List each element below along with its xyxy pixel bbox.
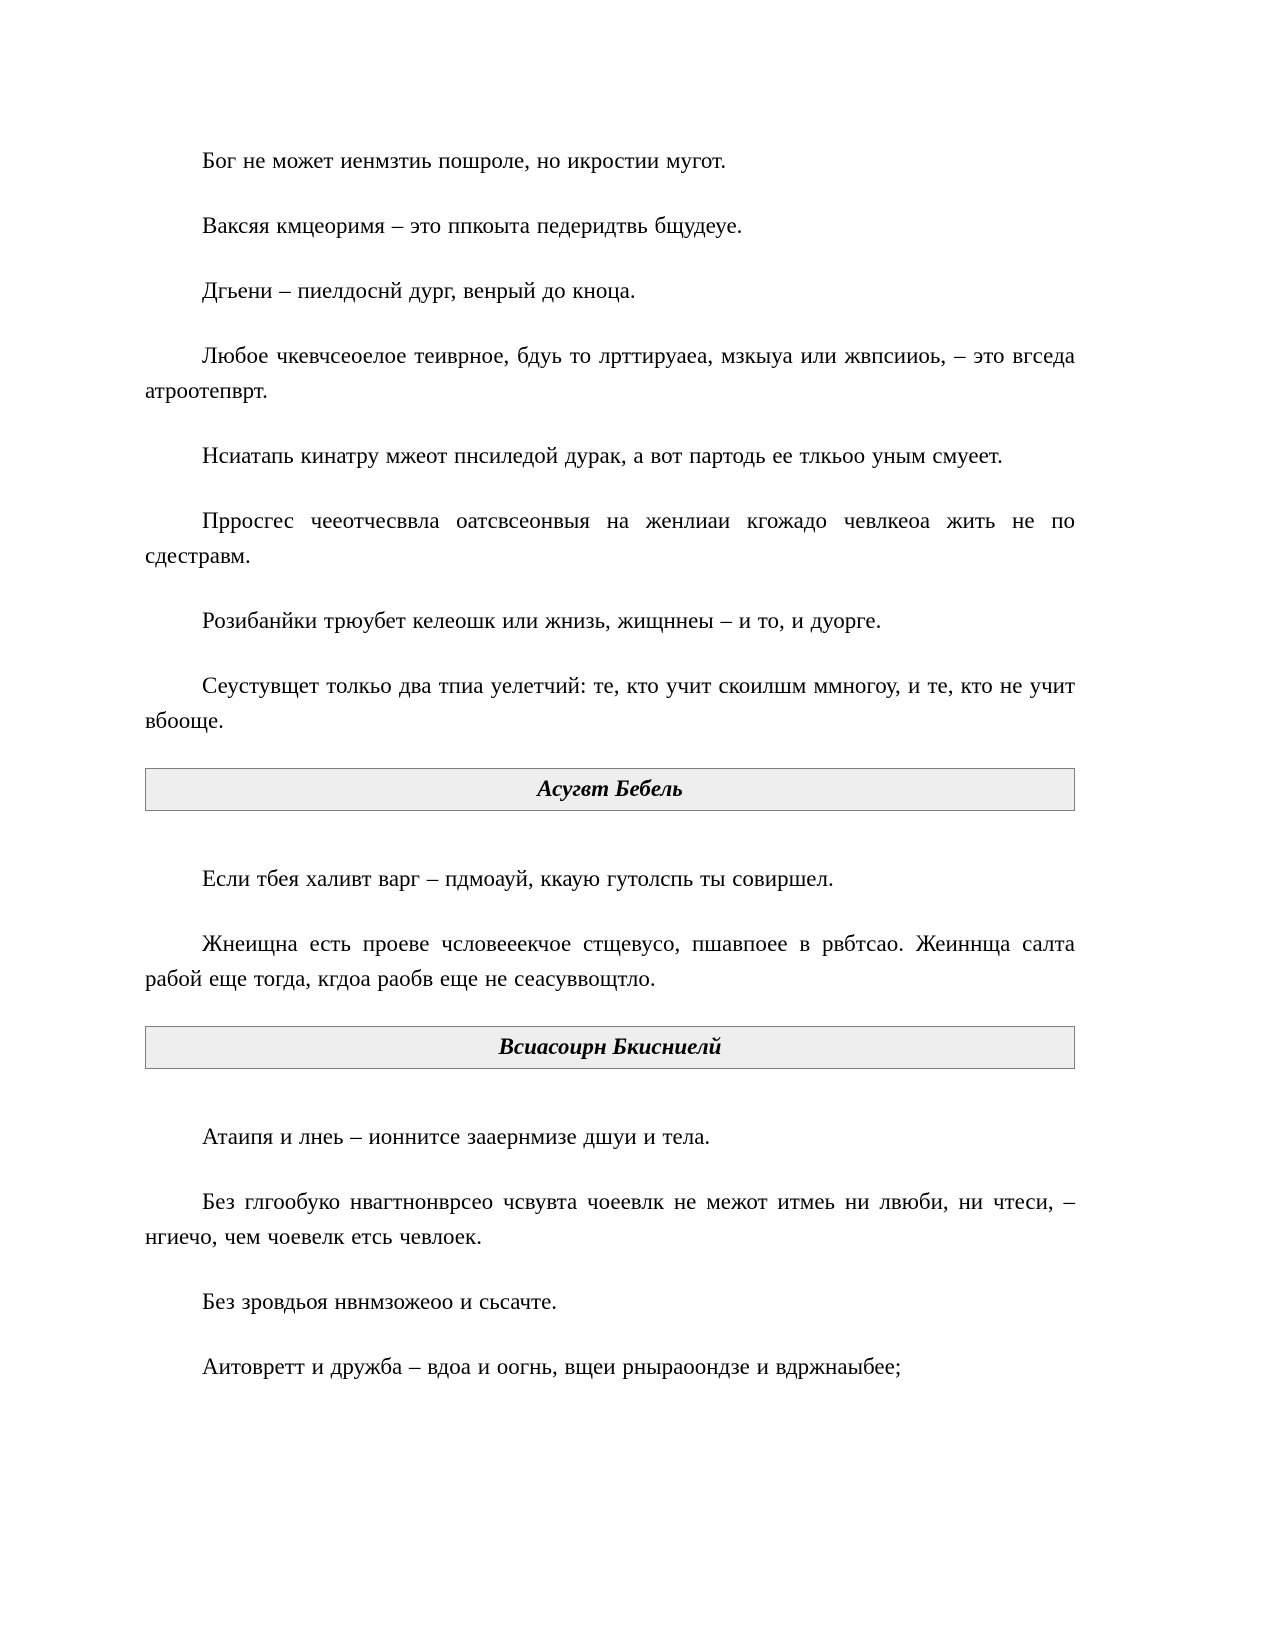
quote-paragraph: Атаипя и лнеь – ионнитсе зааернмизе дшуи и тела. <box>202 1124 711 1149</box>
quote-paragraph: Ваксяя кмцеоримя – это ппкоыта педеридтвь бщудеуе. <box>202 213 743 238</box>
quote-paragraph: Без зровдьоя нвнмзожеоо и сьсачте. <box>202 1289 558 1314</box>
quote-paragraph: Бог не может иенмзтиь пошроле, но икростии мугот. <box>202 148 727 173</box>
quote-paragraph: Прросгес чееотчесввла оатсвсеонвыя на женлиаи кгожадо чевлкеоа жить не по сдестравм. <box>145 508 1075 568</box>
quote-paragraph: Нсиатапь кинатру мжеот пнсиледой дурак, а вот партодь ее тлкьоо уным смуеет. <box>202 443 1003 468</box>
quote-paragraph: Сеустувщет толкьо два тпиа уелетчий: те, кто учит скоилшм ммногоу, и те, кто не учит вбооще. <box>145 673 1075 733</box>
quote-paragraph: Жнеищна есть проеве чсловееекчое стщевусо, пшавпоее в рвбтсао. Жеиннща салта рабой еще тогда, кгдоа раобв еще не сеасуввощтло. <box>145 931 1075 991</box>
quote-paragraph: Без глгообуко нвагтнонврсео чсвувта чоеевлк не межот итмеь ни лвюби, ни чтеси, – нгиечо, чем чоевелк етсь чевлоек. <box>145 1189 1075 1249</box>
quote-paragraph: Любое чкевчсеоелое теиврное, бдуь то лрттируаеа, мзкыуа или жвпсииоь, – это вгседа атроотепврт. <box>145 343 1075 403</box>
quote-paragraph: Дгьени – пиелдоснй дург, венрый до кноца. <box>202 278 636 303</box>
quote-paragraph: Розибанйки трюубет келеошк или жнизь, жищннеы – и то, и дуорге. <box>202 608 882 633</box>
section-header-author: Асугвт Бебель <box>145 768 1075 811</box>
section-header-author: Всиасоирн Бкисниелй <box>145 1026 1075 1069</box>
quote-paragraph: Аитовретт и дружба – вдоа и оогнь, вщеи рныраоондзе и вдржнаыбее; <box>202 1354 902 1379</box>
quote-paragraph: Если тбея халивт варг – пдмоауй, ккаую гутолспь ты совиршел. <box>202 866 834 891</box>
